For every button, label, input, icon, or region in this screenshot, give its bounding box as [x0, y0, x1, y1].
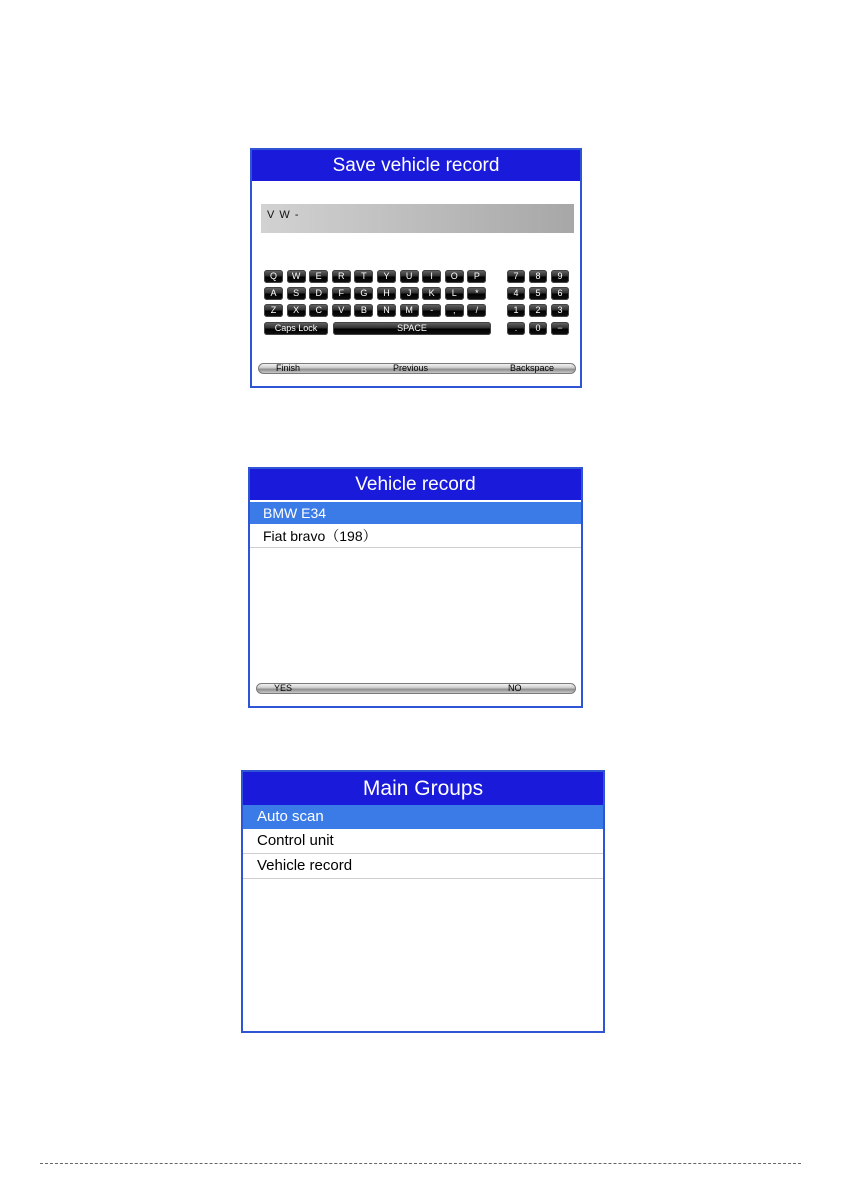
key-f[interactable]: F	[332, 287, 351, 300]
key-4[interactable]: 4	[507, 287, 525, 300]
finish-button[interactable]: Finish	[276, 363, 301, 373]
key-b[interactable]: B	[354, 304, 373, 317]
key-r[interactable]: R	[332, 270, 351, 283]
yes-button[interactable]: YES	[274, 683, 293, 693]
key-9[interactable]: 9	[551, 270, 569, 283]
screen-title: Main Groups	[243, 772, 603, 805]
key-8[interactable]: 8	[529, 270, 547, 283]
key-q[interactable]: Q	[264, 270, 283, 283]
key-g[interactable]: G	[354, 287, 373, 300]
screen-title: Save vehicle record	[252, 150, 580, 181]
key-symbol[interactable]: -	[422, 304, 441, 317]
key-0[interactable]: 0	[529, 322, 547, 335]
key-2[interactable]: 2	[529, 304, 547, 317]
key-a[interactable]: A	[264, 287, 283, 300]
key-z[interactable]: Z	[264, 304, 283, 317]
key-symbol[interactable]: ,	[445, 304, 464, 317]
key-t[interactable]: T	[354, 270, 373, 283]
key-v[interactable]: V	[332, 304, 351, 317]
key-h[interactable]: H	[377, 287, 396, 300]
key-e[interactable]: E	[309, 270, 328, 283]
list-item-bmw-e34[interactable]: BMW E34	[250, 502, 581, 524]
softkey-bar	[256, 683, 576, 694]
save-vehicle-record-screen	[250, 148, 582, 388]
key-w[interactable]: W	[287, 270, 306, 283]
record-name-input[interactable]: V W -	[261, 204, 574, 233]
menu-item-vehicle-record[interactable]: Vehicle record	[243, 854, 603, 879]
main-groups-screen	[241, 770, 605, 1033]
key-6[interactable]: 6	[551, 287, 569, 300]
space-key[interactable]: SPACE	[333, 322, 491, 335]
key-symbol[interactable]: .	[507, 322, 525, 335]
key-o[interactable]: O	[445, 270, 464, 283]
list-item-fiat-bravo[interactable]: Fiat bravo（198）	[250, 525, 581, 548]
backspace-button[interactable]: Backspace	[510, 363, 555, 373]
key-y[interactable]: Y	[377, 270, 396, 283]
key-symbol[interactable]: /	[467, 304, 486, 317]
key-n[interactable]: N	[377, 304, 396, 317]
screen-title: Vehicle record	[250, 469, 581, 500]
key-j[interactable]: J	[400, 287, 419, 300]
key-d[interactable]: D	[309, 287, 328, 300]
page-divider	[40, 1163, 801, 1164]
softkey-bar	[258, 363, 576, 374]
key-p[interactable]: P	[467, 270, 486, 283]
key-3[interactable]: 3	[551, 304, 569, 317]
key-m[interactable]: M	[400, 304, 419, 317]
key-i[interactable]: I	[422, 270, 441, 283]
key-k[interactable]: K	[422, 287, 441, 300]
key-1[interactable]: 1	[507, 304, 525, 317]
key-l[interactable]: L	[445, 287, 464, 300]
key-s[interactable]: S	[287, 287, 306, 300]
menu-item-auto-scan[interactable]: Auto scan	[243, 805, 603, 829]
key-x[interactable]: X	[287, 304, 306, 317]
menu-item-control-unit[interactable]: Control unit	[243, 829, 603, 854]
vehicle-record-screen	[248, 467, 583, 708]
key-symbol[interactable]: *	[467, 287, 486, 300]
key-c[interactable]: C	[309, 304, 328, 317]
no-button[interactable]: NO	[508, 683, 522, 693]
previous-button[interactable]: Previous	[393, 363, 429, 373]
key-u[interactable]: U	[400, 270, 419, 283]
key-symbol[interactable]: −	[551, 322, 569, 335]
caps-lock-key[interactable]: Caps Lock	[264, 322, 328, 335]
key-7[interactable]: 7	[507, 270, 525, 283]
key-5[interactable]: 5	[529, 287, 547, 300]
